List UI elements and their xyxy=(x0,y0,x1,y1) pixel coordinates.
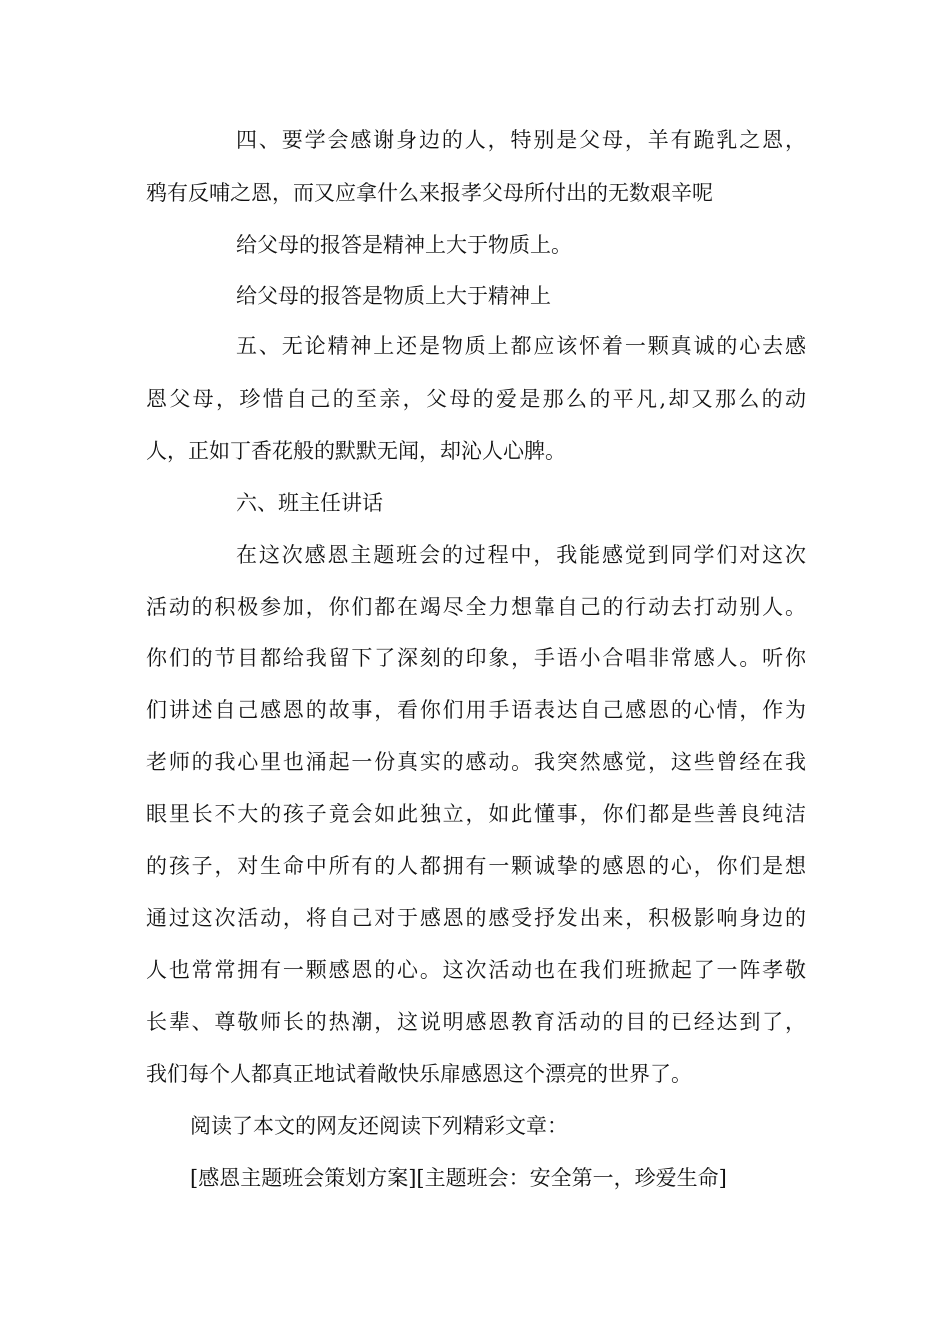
related-articles-intro: 阅读了本文的网友还阅读下列精彩文章： xyxy=(190,1114,568,1138)
speech-line-6: 眼里长不大的孩子竟会如此独立，如此懂事，你们都是些善良纯洁 xyxy=(146,802,806,826)
answer-b-line: 给父母的报答是物质上大于精神上 xyxy=(236,284,551,308)
speech-line-5: 老师的我心里也涌起一份真实的感动。我突然感觉，这些曾经在我 xyxy=(146,750,806,774)
item5-line-2: 恩父母，珍惜自己的至亲，父母的爱是那么的平凡,却又那么的动 xyxy=(146,387,806,411)
speech-line-4: 们讲述自己感恩的故事，看你们用手语表达自己感恩的心情，作为 xyxy=(146,698,806,722)
related-articles-links[interactable]: [感恩主题班会策划方案][主题班会：安全第一，珍爱生命] xyxy=(190,1166,727,1190)
speech-line-2: 活动的积极参加，你们都在竭尽全力想靠自己的行动去打动别人。 xyxy=(146,595,806,619)
speech-line-8: 通过这次活动，将自己对于感恩的感受抒发出来，积极影响身边的 xyxy=(146,906,806,930)
speech-line-10: 长辈、尊敬师长的热潮，这说明感恩教育活动的目的已经达到了， xyxy=(146,1010,806,1034)
item6-heading: 六、班主任讲话 xyxy=(236,491,383,515)
item5-line-1: 五、无论精神上还是物质上都应该怀着一颗真诚的心去感 xyxy=(236,334,806,358)
speech-line-11: 我们每个人都真正地试着敞快乐扉感恩这个漂亮的世界了。 xyxy=(146,1062,692,1086)
item4-line-1: 四、要学会感谢身边的人，特别是父母，羊有跪乳之恩， xyxy=(236,128,806,152)
item4-line-2: 鸦有反哺之恩，而又应拿什么来报孝父母所付出的无数艰辛呢 xyxy=(146,181,713,205)
speech-line-9: 人也常常拥有一颗感恩的心。这次活动也在我们班掀起了一阵孝敬 xyxy=(146,958,806,982)
answer-a-line: 给父母的报答是精神上大于物质上。 xyxy=(236,233,572,257)
item5-line-3: 人，正如丁香花般的默默无闻，却沁人心脾。 xyxy=(146,439,566,463)
speech-line-7: 的孩子，对生命中所有的人都拥有一颗诚挚的感恩的心，你们是想 xyxy=(146,854,806,878)
speech-line-1: 在这次感恩主题班会的过程中，我能感觉到同学们对这次 xyxy=(236,543,806,567)
speech-line-3: 你们的节目都给我留下了深刻的印象，手语小合唱非常感人。听你 xyxy=(146,646,806,670)
